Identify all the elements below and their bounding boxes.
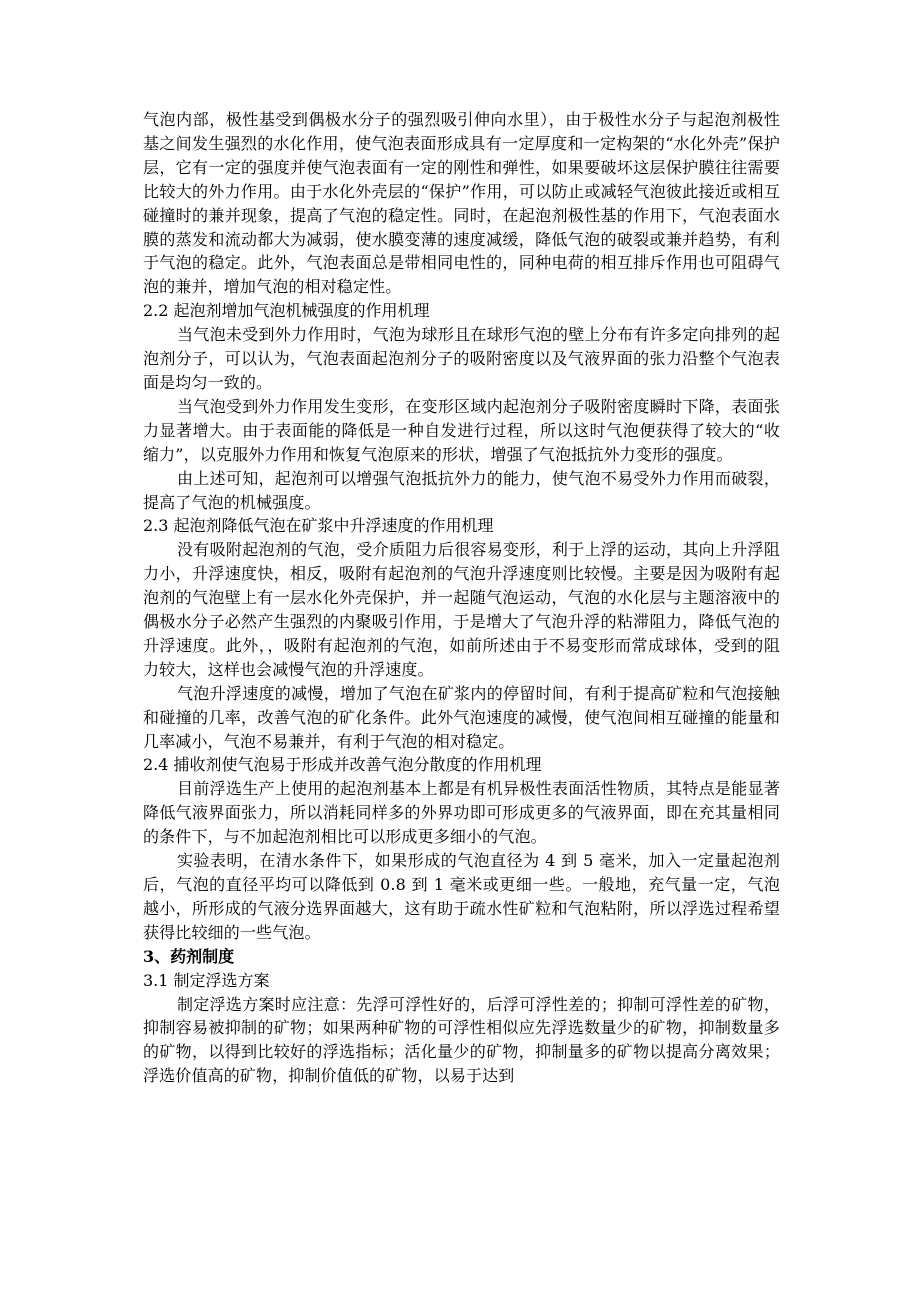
section-heading-2-3: 2.3 起泡剂降低气泡在矿浆中升浮速度的作用机理	[143, 516, 494, 536]
chapter-heading-3: 3、药剂制度	[143, 946, 235, 966]
paragraph-3-1: 制定浮选方案时应注意：先浮可浮性好的，后浮可浮性差的；抑制可浮性差的矿物，抑制容易被抑制的矿物；如果两种矿物的可浮性相似应先浮选数量少的矿物，抑制数量多的矿物，以得到比较好的浮选指标；活化量少的矿物，抑制量多的矿物以提高分离效果；浮选价值高的矿物，抑制价值低的矿物，以易于达到	[143, 994, 780, 1086]
paragraph-2-4-a: 目前浮选生产上使用的起泡剂基本上都是有机异极性表面活性物质，其特点是能显著降低气液界面张力，所以消耗同样多的外界功即可形成更多的气液界面，即在充其量相同的条件下，与不加起泡剂相比可以形成更多细小的气泡。	[143, 779, 780, 847]
section-heading-2-4: 2.4 捕收剂使气泡易于形成并改善气泡分散度的作用机理	[143, 755, 542, 775]
paragraph-2-2-a: 当气泡未受到外力作用时，气泡为球形且在球形气泡的壁上分布有许多定向排列的起泡剂分子，可以认为，气泡表面起泡剂分子的吸附密度以及气液界面的张力沿整个气泡表面是均匀一致的。	[143, 325, 780, 392]
paragraph-2-4-b: 实验表明，在清水条件下，如果形成的气泡直径为 4 到 5 毫米，加入一定量起泡剂后，气泡的直径平均可以降低到 0.8 到 1 毫米或更细一些。一般地，充气量一定，气泡越小，所形成的气液分选界面越大，这有助于疏水性矿粒和气泡粘附，所以浮选过程希望获得比较细的一些气泡。	[143, 851, 780, 942]
paragraph-2-2-b: 当气泡受到外力作用发生变形，在变形区域内起泡剂分子吸附密度瞬时下降，表面张力显著增大。由于表面能的降低是一种自发进行过程，所以这时气泡便获得了较大的“收缩力”，以克服外力作用和恢复气泡原来的形状，增强了气泡抵抗外力变形的强度。	[143, 396, 780, 464]
section-heading-2-2: 2.2 起泡剂增加气泡机械强度的作用机理	[143, 301, 430, 321]
paragraph-intro: 气泡内部，极性基受到偶极水分子的强烈吸引伸向水里），由于极性水分子与起泡剂极性基之间发生强烈的水化作用，使气泡表面形成具有一定厚度和一定构架的“水化外壳”保护层，它有一定的强度并使气泡表面有一定的刚性和弹性，如果要破坏这层保护膜往往需要比较大的外力作用。由于水化外壳层的“保护”作用，可以防止或减轻气泡彼此接近或相互碰撞时的兼并现象，提高了气泡的稳定性。同时，在起泡剂极性基的作用下，气泡表面水膜的蒸发和流动都大为减弱，使水膜变薄的速度减缓，降低气泡的破裂或兼并趋势，有利于气泡的稳定。此外，气泡表面总是带相同电性的，同种电荷的相互排斥作用也可阻碍气泡的兼并，增加气泡的相对稳定性。	[143, 110, 780, 297]
paragraph-2-2-c: 由上述可知，起泡剂可以增强气泡抵抗外力的能力，使气泡不易受外力作用而破裂，提高了气泡的机械强度。	[143, 468, 780, 512]
section-heading-3-1: 3.1 制定浮选方案	[143, 970, 270, 990]
paragraph-2-3-b: 气泡升浮速度的减慢，增加了气泡在矿浆内的停留时间，有利于提高矿粒和气泡接触和碰撞的几率，改善气泡的矿化条件。此外气泡速度的减慢，使气泡间相互碰撞的能量和几率减小，气泡不易兼并，有利于气泡的相对稳定。	[143, 683, 780, 751]
paragraph-2-3-a: 没有吸附起泡剂的气泡，受介质阻力后很容易变形，利于上浮的运动，其向上升浮阻力小，升浮速度快，相反，吸附有起泡剂的气泡升浮速度则比较慢。主要是因为吸附有起泡剂的气泡壁上有一层水化外壳保护，并一起随气泡运动，气泡的水化层与主题溶液中的偶极水分子必然产生强烈的内聚吸引作用，于是增大了气泡升浮的粘滞阻力，降低气泡的升浮速度。此外，，吸附有起泡剂的气泡，如前所述由于不易变形而常成球体，受到的阻力较大，这样也会减慢气泡的升浮速度。	[143, 540, 780, 679]
